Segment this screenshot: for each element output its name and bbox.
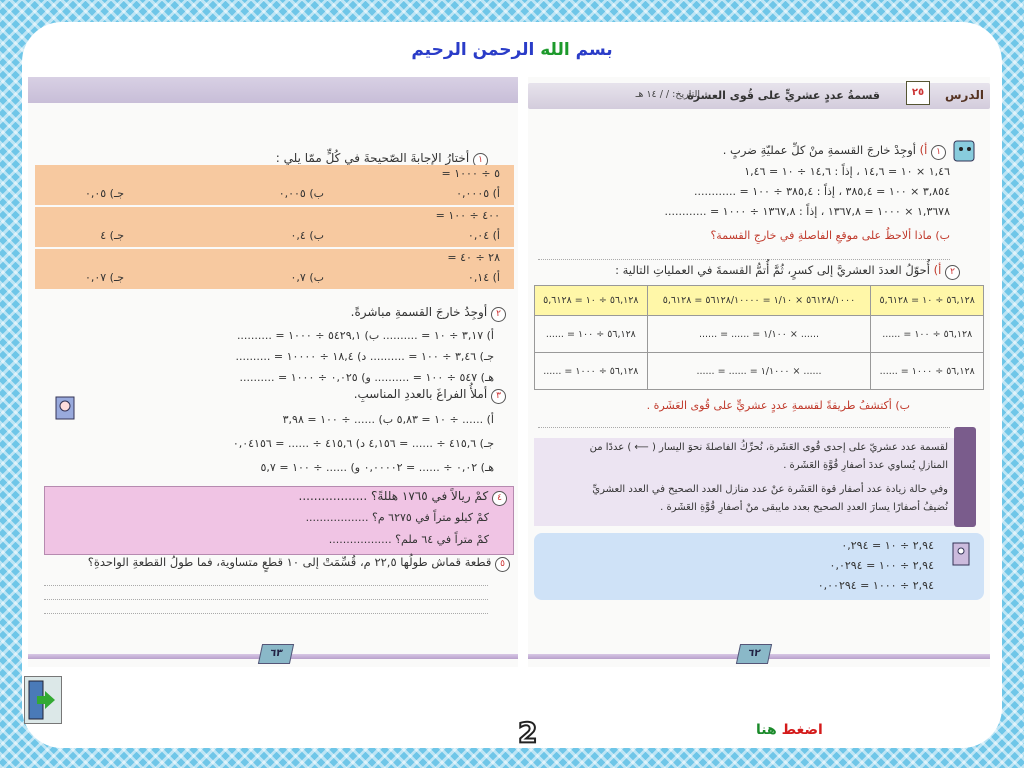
example-row: ٢,٩٤ ÷ ١٠ = ٠,٢٩٤ xyxy=(841,539,934,552)
table-cell: ٥٦,١٢٨ ÷ ١٠٠ = ...... xyxy=(871,316,984,353)
answer-line xyxy=(44,613,488,614)
q2-row: أ) ٣,١٧ ÷ ١٠ = .......... ب) ٥٤٢٩,١ ÷ ١٠٠٠ = .......... xyxy=(236,329,494,342)
q1-row: ١,٣٦٧٨ × ١٠٠٠ = ١٣٦٧,٨ ، إذاً : ١٣٦٧,٨ ÷ ١٠٠٠ = ............ xyxy=(664,205,950,218)
q5-number-icon: ٥ xyxy=(495,557,510,572)
page-title: بسم الله الرحمن الرحيم xyxy=(411,40,613,60)
q2-number-icon: ٢ xyxy=(491,307,506,322)
q5-text: ٥ قطعة قماش طولُها ٢٢,٥ م، قُسِّمَتْ إلى ١٠ قطعٍ متساوية، فما طولُ القطعةِ الواحدةِ؟ xyxy=(88,555,510,572)
table-cell: ٥٦,١٢٨ ÷ ١٠٠ = ...... xyxy=(535,316,648,353)
example-row: ٢,٩٤ ÷ ١٠٠٠ = ٠,٠٠٢٩٤ xyxy=(817,579,934,592)
q1-heading: ١ أختارُ الإجابةَ الصّحيحةَ في كُلٍّ ممّا يلي : xyxy=(276,151,488,168)
q2-heading: ٢ أوجِدُ خارجَ القسمةِ مباشرةً. xyxy=(351,305,506,322)
q2-row: هـ) ٥٤٧ ÷ ١٠٠ = .......... و) ٠,٠٢٥ ÷ ١٠٠٠ = .......... xyxy=(239,371,494,384)
q3-row: أ) ...... ÷ ١٠ = ٥,٨٣ ب) ...... ÷ ١٠٠ = ٣,٩٨ xyxy=(282,413,494,426)
table-cell: ٥٦,١٢٨ ÷ ١٠ = ٥,٦١٢٨ xyxy=(535,286,648,316)
q1-heading: ١ أ) أوجِدْ خارجَ القسمةِ منْ كلِّ عمليّةِ ضربٍ . xyxy=(723,143,946,160)
q2-row: جـ) ٣,٤٦ ÷ ١٠٠ = .......... د) ١٨,٤ ÷ ١٠٠٠٠ = .......... xyxy=(235,350,494,363)
q1-opt-b: ب) ٠,٠٠٥ xyxy=(278,187,324,200)
page-number-63: ٦٣ xyxy=(258,644,294,664)
q4-box xyxy=(44,486,514,555)
q1-item-3 xyxy=(35,249,514,289)
q1-row: ١,٤٦ × ١٠ = ١٤,٦ ، إذاً : ١٤,٦ ÷ ١٠ = ١,٤٦ xyxy=(744,165,950,178)
table-row xyxy=(535,316,984,353)
q4-row: كمْ متراً في ٦٤ ملم؟ .................. xyxy=(328,533,489,546)
lesson-number-badge: ٢٥ xyxy=(906,81,930,105)
q1-opt-a: أ) ٠,١٤ xyxy=(467,271,500,284)
q4-row: ٤ كمْ ريالاً في ١٧٦٥ هللةً؟ .................. xyxy=(299,489,508,506)
rule-note-line: المنازلِ يُساوي عددَ أصفارِ قُوَّةِ العَشَرة . xyxy=(783,460,948,471)
table-cell: ٥٦,١٢٨ ÷ ١٠٠٠ = ...... xyxy=(871,353,984,390)
q1-opt-a: أ) ٠,٠٠٠٥ xyxy=(456,187,500,200)
lesson-label: الدرس xyxy=(944,88,984,102)
q1-opt-b: ب) ٠,٧ xyxy=(290,271,324,284)
rule-note-line: وفي حالة زيادة عدد أصفار قوة العَشَرة عنْ عدد منازل العدد الصحيح في العدد العشريِّ xyxy=(592,484,948,495)
fraction-table xyxy=(534,285,984,390)
q4-number-icon: ٤ xyxy=(492,491,507,506)
q3-row: جـ) ٤١٥,٦ ÷ ...... = ٤,١٥٦ د) ٤١٥,٦ ÷ ...... = ٠,٠٤١٥٦ xyxy=(232,437,494,450)
lesson-band xyxy=(528,83,990,109)
q1-opt-b: ب) ٠,٤ xyxy=(290,229,324,242)
answer-line xyxy=(44,599,488,600)
exit-door-icon xyxy=(25,677,61,723)
lesson-date: التاريخ: / / ١٤ هـ xyxy=(635,89,700,100)
robot-helper-icon xyxy=(948,133,982,167)
q3-row: هـ) ٠,٠٢ ÷ ...... = ٠,٠٠٠٠٢ و) ...... ÷ ١٠٠ = ٥,٧ xyxy=(260,461,494,474)
answer-line xyxy=(538,427,950,428)
q2-b: ب) أكتشفُ طريقةً لقسمةِ عددٍ عشريٍّ على قُوى العَشَرة . xyxy=(646,399,910,412)
q1-opt-a: أ) ٠,٠٤ xyxy=(467,229,500,242)
exit-button[interactable] xyxy=(24,676,62,724)
table-cell: ٥٦,١٢٨ ÷ ١٠ = ٥,٦١٢٨ xyxy=(871,286,984,316)
press-here-link[interactable]: اضغط هنا xyxy=(756,722,823,738)
slide-number: 2 xyxy=(518,716,538,749)
q1-opt-c: جـ) ٤ xyxy=(100,229,124,242)
q1-eq: ٢٨ ÷ ٤٠ = xyxy=(447,251,500,264)
q1-opt-c: جـ) ٠,٠٥ xyxy=(84,187,124,200)
q1-item-1 xyxy=(35,165,514,205)
q3-number-icon: ٣ xyxy=(491,389,506,404)
q1-number-icon: ١ xyxy=(473,153,488,168)
answer-line xyxy=(44,585,488,586)
table-cell: ...... × ١/١٠٠ = ...... = ...... xyxy=(647,316,871,353)
q1-eq: ٥ ÷ ١٠٠٠ = xyxy=(441,167,500,180)
rule-note-line: نُضيفُ أصفارًا يسارَ العددِ الصحيح بعدد مايبقى منْ أصفارِ قُوَّةِ العَشَرة . xyxy=(660,502,948,513)
q1-eq: ٤٠٠ ÷ ١٠٠ = xyxy=(435,209,500,222)
q1-row: ٣,٨٥٤ × ١٠٠ = ٣٨٥,٤ ، إذاً : ٣٨٥,٤ ÷ ١٠٠ = ............ xyxy=(694,185,950,198)
pencil-boy-icon xyxy=(50,393,80,423)
q1-b: ب) ماذا ألاحظُ على موقعِ الفاصلةِ في خارجِ القسمة؟ xyxy=(710,229,950,242)
q1-number-icon: ١ xyxy=(931,145,946,160)
q2-heading: ٢ أ) أُحوّلُ العددَ العشريَّ إلى كسرٍ، ثُمَّ أُتمُّ القسمةَ في العملياتِ التالية : xyxy=(615,263,960,280)
example-box xyxy=(534,533,984,600)
q1-item-2 xyxy=(35,207,514,247)
page-number-62: ٦٢ xyxy=(736,644,772,664)
table-row xyxy=(535,286,984,316)
example-row: ٢,٩٤ ÷ ١٠٠ = ٠,٠٢٩٤ xyxy=(829,559,934,572)
q4-row: كمْ كيلو متراً في ٦٢٧٥ م؟ .................. xyxy=(305,511,489,524)
rule-note-line: لقسمة عدد عشريّ على إحدى قُوى العَشَرة، نُحرِّكُ الفاصلةَ نحوَ اليسار ( ⟵ ) عددًا من xyxy=(589,442,948,453)
q3-heading: ٣ أملأُ الفراغَ بالعددِ المناسبِ. xyxy=(354,387,506,404)
note-binder-strip xyxy=(954,427,976,527)
table-cell: ٥٦١٢٨/١٠٠٠ × ١/١٠ = ٥٦١٢٨/١٠٠٠٠ = ٥,٦١٢٨ xyxy=(647,286,871,316)
answer-line xyxy=(538,259,950,260)
q1-opt-c: جـ) ٠,٠٧ xyxy=(84,271,124,284)
left-page xyxy=(28,77,518,667)
table-row xyxy=(535,353,984,390)
table-cell: ...... × ١/١٠٠٠ = ...... = ...... xyxy=(647,353,871,390)
right-page xyxy=(528,77,990,667)
rule-note-box xyxy=(534,438,954,526)
book-character-icon xyxy=(948,539,976,569)
lesson-title: قسمةُ عددٍ عشريٍّ على قُوى العشرة xyxy=(687,89,880,102)
q2-number-icon: ٢ xyxy=(945,265,960,280)
left-page-band xyxy=(28,77,518,103)
table-cell: ٥٦,١٢٨ ÷ ١٠٠٠ = ...... xyxy=(535,353,648,390)
